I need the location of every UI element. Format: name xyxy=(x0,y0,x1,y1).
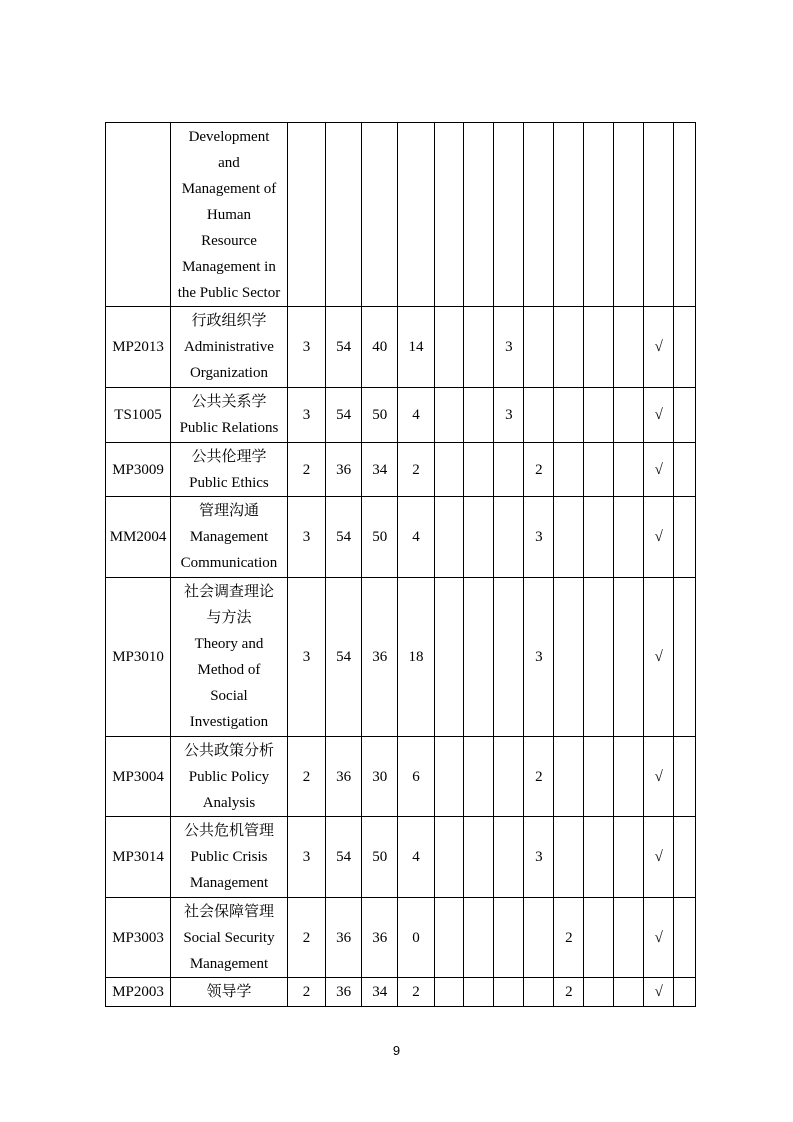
data-cell xyxy=(554,817,584,898)
course-name-line: Communication xyxy=(180,555,278,571)
data-cell: 2 xyxy=(524,443,554,497)
data-cell: √ xyxy=(644,497,674,578)
course-name-line: Analysis xyxy=(202,794,256,811)
table-row xyxy=(106,307,696,388)
course-code-cell: TS1005 xyxy=(106,388,171,443)
data-cell xyxy=(614,388,644,443)
data-cell: 2 xyxy=(554,898,584,978)
course-code-cell: MP3003 xyxy=(106,898,171,978)
data-cell xyxy=(554,443,584,497)
data-cell xyxy=(464,307,494,388)
data-cell: 0 xyxy=(398,898,434,978)
data-cell xyxy=(584,307,614,388)
data-cell xyxy=(554,307,584,388)
data-cell xyxy=(524,123,554,307)
course-name-line: 公共危机管理 xyxy=(183,823,274,839)
course-name-cell xyxy=(171,898,288,978)
course-code-cell: MP3009 xyxy=(106,443,171,497)
course-name-line: Organization xyxy=(189,365,268,381)
data-cell xyxy=(554,497,584,578)
data-cell xyxy=(584,898,614,978)
course-name-line: Management of xyxy=(181,180,277,197)
data-cell xyxy=(434,898,464,978)
data-cell xyxy=(674,123,696,307)
data-cell xyxy=(554,388,584,443)
data-cell xyxy=(584,817,614,898)
course-name-line: 公共关系学 xyxy=(191,394,267,410)
data-cell xyxy=(464,497,494,578)
data-cell xyxy=(398,123,434,307)
data-cell xyxy=(584,497,614,578)
data-cell xyxy=(434,307,464,388)
table-row xyxy=(106,123,696,307)
data-cell: 2 xyxy=(287,737,325,817)
data-cell xyxy=(554,737,584,817)
data-cell: √ xyxy=(644,898,674,978)
data-cell xyxy=(614,307,644,388)
data-cell: 2 xyxy=(287,978,325,1007)
data-cell xyxy=(644,123,674,307)
data-cell: 40 xyxy=(362,307,398,388)
data-cell xyxy=(614,123,644,307)
course-table xyxy=(105,122,696,1007)
data-cell xyxy=(494,123,524,307)
data-cell: 54 xyxy=(326,307,362,388)
course-name-line: 行政组织学 xyxy=(191,313,267,329)
data-cell: 34 xyxy=(362,443,398,497)
course-name-cell xyxy=(171,123,288,307)
data-cell: √ xyxy=(644,737,674,817)
data-cell xyxy=(674,737,696,817)
data-cell xyxy=(524,898,554,978)
data-cell xyxy=(614,443,644,497)
data-cell xyxy=(494,443,524,497)
course-name-line: Public Relations xyxy=(179,420,279,436)
data-cell: 3 xyxy=(524,817,554,898)
data-cell xyxy=(524,307,554,388)
table-row xyxy=(106,817,696,898)
data-cell xyxy=(584,388,614,443)
data-cell xyxy=(434,737,464,817)
data-cell xyxy=(434,578,464,737)
data-cell xyxy=(434,123,464,307)
data-cell: 3 xyxy=(494,388,524,443)
data-cell: 50 xyxy=(362,388,398,443)
data-cell xyxy=(674,307,696,388)
course-name-line: Method of xyxy=(197,662,261,678)
data-cell xyxy=(464,578,494,737)
data-cell xyxy=(494,817,524,898)
table-row xyxy=(106,497,696,578)
data-cell: 50 xyxy=(362,497,398,578)
data-cell xyxy=(614,978,644,1007)
course-code-cell: MP2013 xyxy=(106,307,171,388)
data-cell: 2 xyxy=(524,737,554,817)
data-cell: 14 xyxy=(398,307,434,388)
course-name-line: Management xyxy=(189,875,269,891)
data-cell: 34 xyxy=(362,978,398,1007)
data-cell: 54 xyxy=(326,578,362,737)
course-name-cell xyxy=(171,817,288,898)
data-cell xyxy=(584,443,614,497)
course-code-cell: MM2004 xyxy=(106,497,171,578)
data-cell xyxy=(614,898,644,978)
course-name-line: 领导学 xyxy=(206,984,252,1000)
data-cell xyxy=(674,978,696,1007)
data-cell xyxy=(464,898,494,978)
course-name-line: Development xyxy=(188,128,270,145)
data-cell: 30 xyxy=(362,737,398,817)
data-cell: 2 xyxy=(287,898,325,978)
table-row xyxy=(106,443,696,497)
data-cell xyxy=(464,123,494,307)
data-cell xyxy=(674,497,696,578)
course-name-line: Management xyxy=(189,529,269,545)
course-code-cell: MP2003 xyxy=(106,978,171,1007)
course-code-cell xyxy=(106,123,171,307)
data-cell: 54 xyxy=(326,388,362,443)
data-cell xyxy=(434,817,464,898)
data-cell: 3 xyxy=(287,307,325,388)
data-cell xyxy=(287,123,325,307)
data-cell: 2 xyxy=(287,443,325,497)
course-name-line: 社会保障管理 xyxy=(183,903,274,920)
data-cell xyxy=(362,123,398,307)
course-name-line: Public Ethics xyxy=(189,474,269,491)
data-cell xyxy=(464,443,494,497)
data-cell xyxy=(494,898,524,978)
course-name-line: Public Policy xyxy=(188,768,270,785)
data-cell xyxy=(434,443,464,497)
data-cell: √ xyxy=(644,307,674,388)
table-row xyxy=(106,898,696,978)
data-cell xyxy=(674,443,696,497)
data-cell xyxy=(614,578,644,737)
course-name-line: 公共政策分析 xyxy=(183,742,274,759)
data-cell: 50 xyxy=(362,817,398,898)
data-cell xyxy=(554,123,584,307)
course-code-cell: MP3014 xyxy=(106,817,171,898)
data-cell: 3 xyxy=(287,388,325,443)
data-cell xyxy=(434,978,464,1007)
data-cell: √ xyxy=(644,817,674,898)
data-cell xyxy=(464,978,494,1007)
data-cell xyxy=(494,737,524,817)
course-name-line: 管理沟通 xyxy=(198,503,259,519)
data-cell: √ xyxy=(644,578,674,737)
data-cell xyxy=(674,578,696,737)
course-name-line: and xyxy=(218,154,240,171)
course-name-line: Management in xyxy=(182,258,276,275)
course-code-cell: MP3004 xyxy=(106,737,171,817)
data-cell xyxy=(524,388,554,443)
data-cell: 4 xyxy=(398,388,434,443)
data-cell: 3 xyxy=(524,497,554,578)
data-cell: 3 xyxy=(494,307,524,388)
data-cell: 54 xyxy=(326,497,362,578)
data-cell: 2 xyxy=(554,978,584,1007)
course-name-cell xyxy=(171,388,288,443)
course-name-line: 与方法 xyxy=(206,610,252,626)
data-cell: 4 xyxy=(398,497,434,578)
course-name-line: Social Security xyxy=(183,929,275,946)
course-name-line: Social xyxy=(210,688,248,704)
table-row xyxy=(106,737,696,817)
data-cell: √ xyxy=(644,443,674,497)
course-name-line: Administrative xyxy=(183,339,274,355)
data-cell xyxy=(614,497,644,578)
data-cell xyxy=(614,737,644,817)
course-code-cell: MP3010 xyxy=(106,578,171,737)
data-cell xyxy=(464,817,494,898)
data-cell: 36 xyxy=(326,898,362,978)
data-cell xyxy=(674,817,696,898)
course-name-line: 公共伦理学 xyxy=(191,448,267,465)
data-cell: 36 xyxy=(326,978,362,1007)
table-row xyxy=(106,388,696,443)
data-cell: √ xyxy=(644,978,674,1007)
data-cell xyxy=(584,578,614,737)
course-name-cell xyxy=(171,307,288,388)
course-name-line: the Public Sector xyxy=(177,284,281,301)
data-cell: √ xyxy=(644,388,674,443)
data-cell xyxy=(674,388,696,443)
data-cell xyxy=(326,123,362,307)
data-cell: 3 xyxy=(287,497,325,578)
data-cell: 2 xyxy=(398,978,434,1007)
course-name-line: Theory and xyxy=(194,636,264,652)
course-name-line: Public Crisis xyxy=(190,849,268,865)
data-cell: 36 xyxy=(362,898,398,978)
data-cell xyxy=(434,497,464,578)
data-cell xyxy=(524,978,554,1007)
course-name-line: Management xyxy=(189,955,269,972)
table-row xyxy=(106,978,696,1007)
data-cell xyxy=(494,497,524,578)
data-cell: 6 xyxy=(398,737,434,817)
data-cell: 4 xyxy=(398,817,434,898)
data-cell: 3 xyxy=(287,578,325,737)
data-cell xyxy=(494,578,524,737)
data-cell: 18 xyxy=(398,578,434,737)
course-name-cell xyxy=(171,578,288,737)
data-cell: 36 xyxy=(326,737,362,817)
course-name-cell xyxy=(171,737,288,817)
data-cell xyxy=(554,578,584,737)
data-cell: 36 xyxy=(326,443,362,497)
data-cell xyxy=(584,737,614,817)
data-cell xyxy=(434,388,464,443)
table-body xyxy=(106,123,696,1007)
course-name-line: Human xyxy=(206,206,252,223)
course-name-line: Resource xyxy=(201,232,257,249)
course-name-line: Investigation xyxy=(189,714,269,730)
course-name-cell xyxy=(171,443,288,497)
table-row xyxy=(106,578,696,737)
data-cell xyxy=(584,123,614,307)
data-cell: 2 xyxy=(398,443,434,497)
data-cell xyxy=(614,817,644,898)
data-cell xyxy=(494,978,524,1007)
course-name-line: 社会调查理论 xyxy=(183,584,274,600)
data-cell xyxy=(464,737,494,817)
course-name-cell xyxy=(171,497,288,578)
data-cell: 54 xyxy=(326,817,362,898)
data-cell: 3 xyxy=(524,578,554,737)
data-cell xyxy=(464,388,494,443)
page-number: 9 xyxy=(392,1043,401,1058)
data-cell xyxy=(584,978,614,1007)
data-cell: 36 xyxy=(362,578,398,737)
data-cell: 3 xyxy=(287,817,325,898)
data-cell xyxy=(674,898,696,978)
course-name-cell xyxy=(171,978,288,1007)
